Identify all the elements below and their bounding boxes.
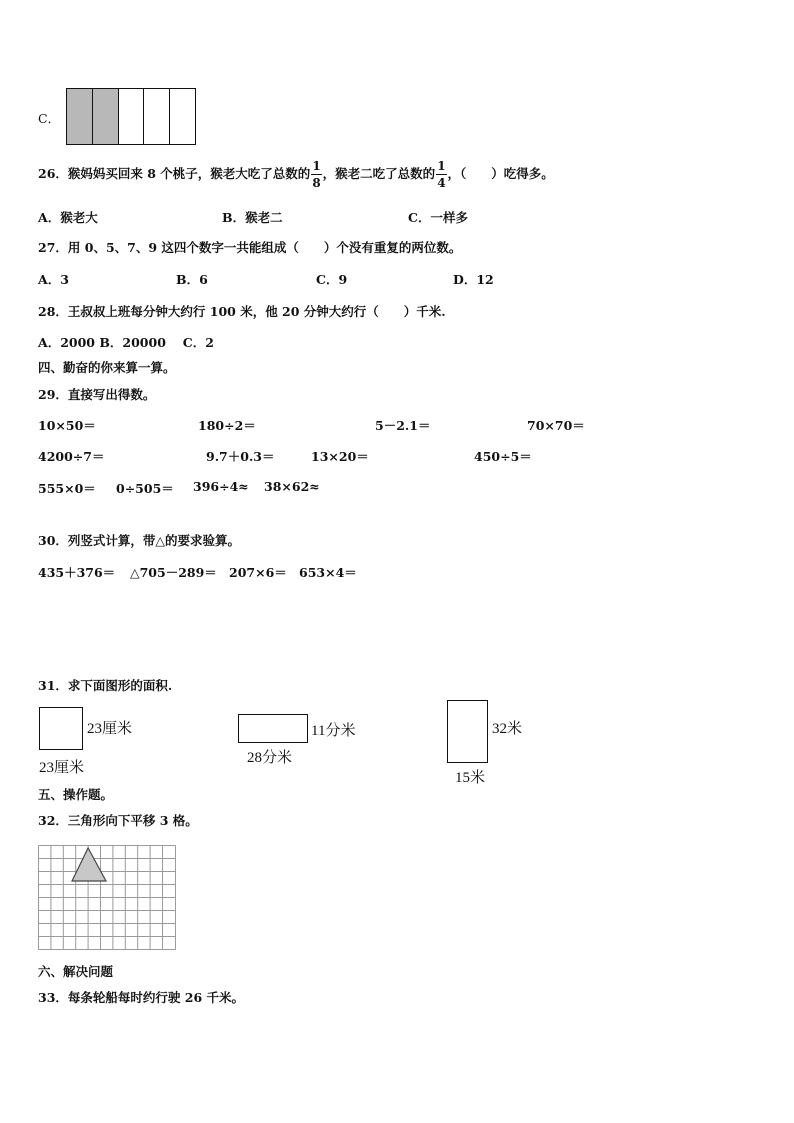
q28-options: A．2000 B．20000 C．2 [38,335,214,350]
calc-item: 5－2.1＝ [375,418,431,433]
calc-item: 13×20＝ [311,449,369,464]
q27-option-a: A．3 [38,272,69,287]
tall-rectangle-figure [447,700,488,763]
q33-question: 33．每条轮船每时约行驶 26 千米。 [38,990,244,1005]
wide-rectangle-bottom-label: 28分米 [247,750,293,766]
bar-cell-empty [144,89,170,144]
calc-item: 9.7＋0.3＝ [206,449,275,464]
q30-question: 30．列竖式计算，带△的要求验算。 [38,533,241,548]
fraction-one-quarter: $\frac{1}{4}$ [437,159,446,190]
square-side-label: 23厘米 [87,721,133,737]
vertical-calc-item: 435＋376＝ [38,565,116,580]
q31-question: 31．求下面图形的面积. [38,678,173,693]
q32-question: 32．三角形向下平移 3 格。 [38,813,198,828]
q27-question: 27．用 0、5、7、9 这四个数字一共能组成（ ）个没有重复的两位数。 [38,240,462,255]
fraction-one-eighth: $\frac{1}{8}$ [312,159,321,190]
bar-cell-shaded [67,89,93,144]
vertical-calc-item: △705－289＝ [130,565,217,580]
q26-option-c: C．一样多 [408,210,468,225]
square-grid-figure [38,845,176,951]
calc-item: 0÷505＝ [116,481,174,496]
section-4-heading: 四、勤奋的你来算一算。 [38,360,176,375]
tall-rectangle-bottom-label: 15米 [455,770,486,786]
calc-item: 4200÷7＝ [38,449,105,464]
q27-option-d: D．12 [453,272,494,287]
bar-cell-empty [170,89,195,144]
calc-item: 10×50＝ [38,418,96,433]
calc-item: 70×70＝ [527,418,585,433]
q25-option-c-label: C． [38,111,61,126]
fraction-bar-figure [66,88,196,145]
vertical-calc-item: 653×4＝ [299,565,357,580]
section-6-heading: 六、解决问题 [38,964,114,979]
calc-item: 180÷2＝ [198,418,256,433]
q26-question [38,160,554,189]
q28-question: 28．王叔叔上班每分钟大约行 100 米，他 20 分钟大约行（ ）千米. [38,304,446,319]
tall-rectangle-side-label: 32米 [492,721,523,737]
square-bottom-label: 23厘米 [39,760,85,776]
q26-text-b: ，猴老二吃了总数的 [322,166,436,181]
q27-option-c: C．9 [316,272,348,287]
calc-item: 396÷4≈ [193,479,249,494]
vertical-calc-item: 207×6＝ [229,565,287,580]
bar-cell-empty [119,89,145,144]
q26-option-b: B．猴老二 [222,210,283,225]
bar-cell-shaded [93,89,119,144]
q29-question: 29．直接写出得数。 [38,387,156,402]
section-5-heading: 五、操作题。 [38,787,114,802]
wide-rectangle-side-label: 11分米 [311,723,356,739]
wide-rectangle-figure [238,714,308,743]
calc-item: 450÷5＝ [474,449,532,464]
q26-text-a: 26．猴妈妈买回来 8 个桃子，猴老大吃了总数的 [38,166,311,181]
calc-item: 38×62≈ [264,479,320,494]
q26-option-a: A．猴老大 [38,210,98,225]
square-figure [39,707,83,750]
q26-text-c: ，（ ）吃得多。 [447,166,554,181]
q27-option-b: B．6 [176,272,208,287]
calc-item: 555×0＝ [38,481,96,496]
